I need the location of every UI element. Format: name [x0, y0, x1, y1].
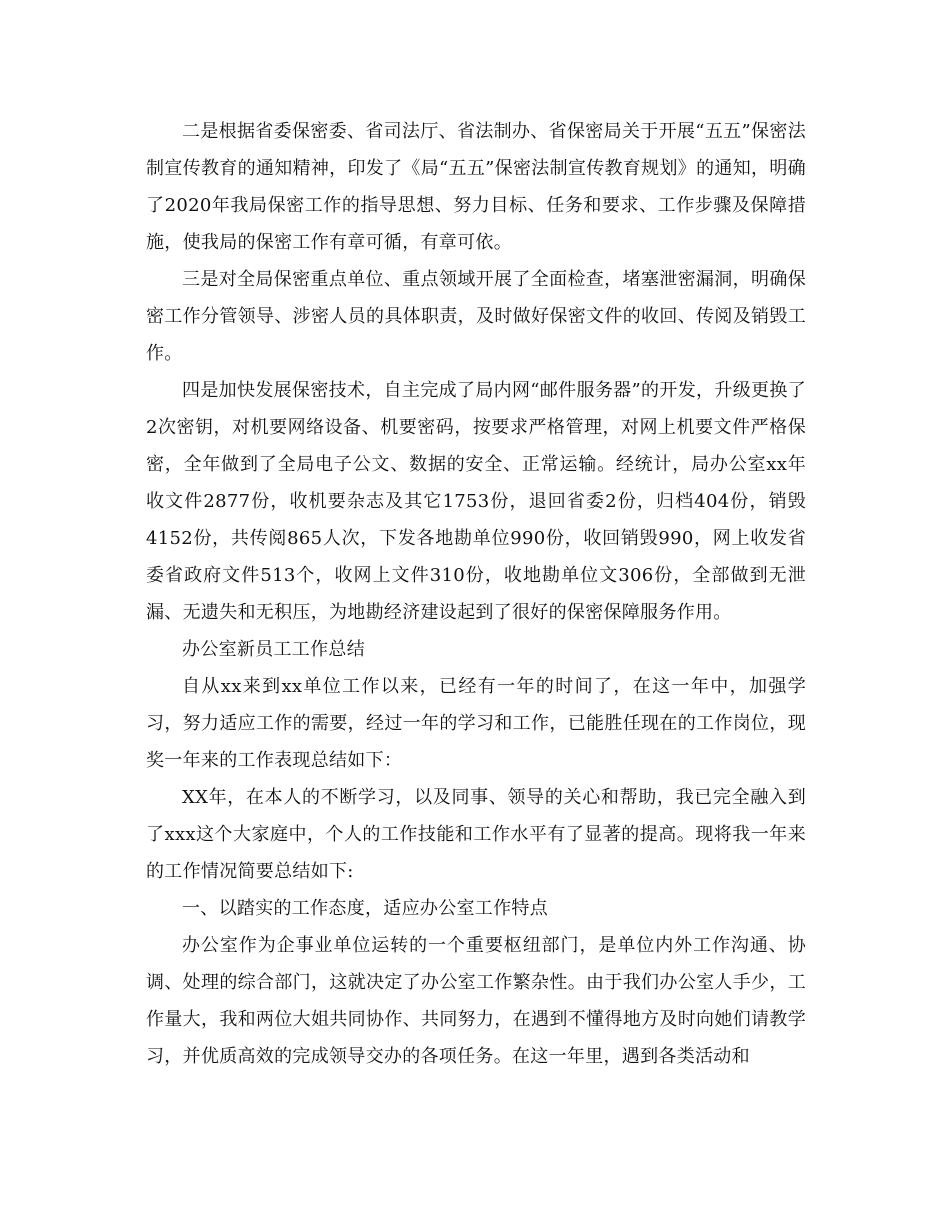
section-title: 办公室新员工工作总结	[182, 639, 365, 660]
body-paragraph: 办公室作为企事业单位运转的一个重要枢纽部门，是单位内外工作沟通、协调、处理的综合部门，这就决定了办公室工作繁杂性。由于我们办公室人手少，工作量大，我和两位大姐共同协作、共同努力，在遇到不懂得地方及时向她们请教学习，并优质高效的完成领导交办的各项任务。在这一年里，遇到各类活动和	[146, 935, 806, 1067]
paragraph-3: 三是对全局保密重点单位、重点领域开展了全面检查，堵塞泄密漏洞，明确保密工作分管领导、涉密人员的具体职责，及时做好保密文件的收回、传阅及销毁工作。	[146, 269, 806, 364]
paragraph-2: 二是根据省委保密委、省司法厅、省法制办、省保密局关于开展“五五”保密法制宣传教育的通知精神，印发了《局“五五”保密法制宣传教育规划》的通知，明确了2020年我局保密工作的指导思想、努力目标、任务和要求、工作步骤及保障措施，使我局的保密工作有章可循，有章可依。	[146, 121, 806, 253]
summary-paragraph: XX年，在本人的不断学习，以及同事、领导的关心和帮助，我已完全融入到了xxx这个大家庭中，个人的工作技能和工作水平有了显著的提高。现将我一年来的工作情况简要总结如下:	[146, 787, 806, 882]
document-body	[146, 113, 806, 1075]
intro-paragraph: 自从xx来到xx单位工作以来，已经有一年的时间了，在这一年中，加强学习，努力适应工作的需要，经过一年的学习和工作，已能胜任现在的工作岗位，现奖一年来的工作表现总结如下：	[146, 676, 806, 771]
paragraph-4: 四是加快发展保密技术，自主完成了局内网“邮件服务器”的开发，升级更换了2次密钥，对机要网络设备、机要密码，按要求严格管理，对网上机要文件严格保密，全年做到了全局电子公文、数据的安全、正常运输。经统计，局办公室xx年收文件2877份，收机要杂志及其它1753份，退回省委2份，归档404份，销毁4152份，共传阅865人次，下发各地勘单位990份，收回销毁990，网上收发省委省政府文件513个，收网上文件310份，收地勘单位文306份，全部做到无泄漏、无遗失和无积压，为地勘经济建设起到了很好的保密保障服务作用。	[146, 380, 806, 623]
subsection-heading: 一、以踏实的工作态度，适应办公室工作特点	[182, 898, 548, 919]
